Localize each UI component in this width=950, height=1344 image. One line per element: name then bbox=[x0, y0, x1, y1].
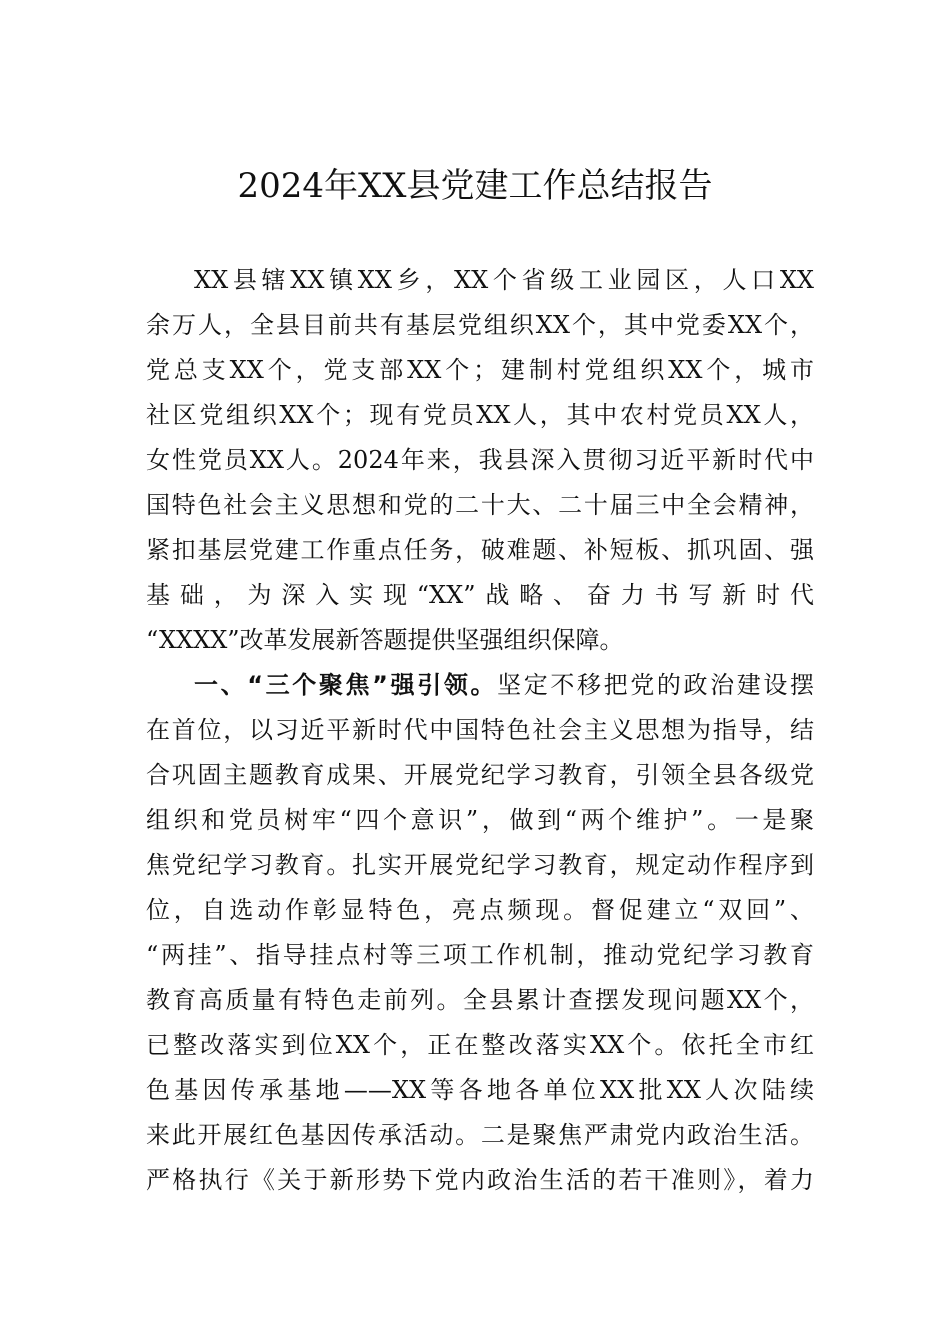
paragraph-line: “XXXX”改革发展新答题提供坚强组织保障。 bbox=[146, 626, 624, 654]
paragraph-line: 合巩固主题教育成果、开展党纪学习教育，引领全县各级党 bbox=[146, 761, 814, 789]
paragraph-line: 来此开展红色基因传承活动。二是聚焦严肃党内政治生活。 bbox=[146, 1121, 814, 1149]
paragraph-line: 组织和党员树牢“四个意识”，做到“两个维护”。一是聚 bbox=[146, 806, 814, 834]
section-heading-rest: 坚定不移把党的政治建设摆 bbox=[497, 671, 815, 699]
paragraph-line: 党总支XX个，党支部XX个；建制村党组织XX个，城市 bbox=[146, 356, 814, 384]
paragraph-line: 已整改落实到位XX个，正在整改落实XX个。依托全市红 bbox=[146, 1031, 814, 1059]
section-heading-line bbox=[146, 663, 814, 708]
paragraph-line: 色基因传承基地——XX等各地各单位XX批XX人次陆续 bbox=[146, 1076, 814, 1104]
paragraph-line: 严格执行《关于新形势下党内政治生活的若干准则》，着力 bbox=[146, 1166, 814, 1194]
section-heading: 一、“三个聚焦”强引领。 bbox=[194, 671, 498, 699]
document-title: 2024年XX县党建工作总结报告 bbox=[237, 166, 713, 206]
document-body bbox=[146, 258, 814, 1203]
paragraph-line: 紧扣基层党建工作重点任务，破难题、补短板、抓巩固、强 bbox=[146, 536, 814, 564]
paragraph-line: 基础，为深入实现“XX”战略、奋力书写新时代 bbox=[146, 581, 814, 609]
paragraph-line: 女性党员XX人。2024年来，我县深入贯彻习近平新时代中 bbox=[146, 446, 814, 474]
paragraph-line: 位，自选动作彰显特色，亮点频现。督促建立“双回”、 bbox=[146, 896, 814, 924]
paragraph-line: “两挂”、指导挂点村等三项工作机制，推动党纪学习教育 bbox=[146, 941, 814, 969]
paragraph-line: 社区党组织XX个；现有党员XX人，其中农村党员XX人， bbox=[146, 401, 814, 429]
paragraph-line: XX县辖XX镇XX乡，XX个省级工业园区，人口XX bbox=[194, 266, 814, 294]
paragraph-line: 在首位，以习近平新时代中国特色社会主义思想为指导，结 bbox=[146, 716, 814, 744]
paragraph-line: 教育高质量有特色走前列。全县累计查摆发现问题XX个， bbox=[146, 986, 814, 1014]
paragraph-line: 国特色社会主义思想和党的二十大、二十届三中全会精神， bbox=[146, 491, 814, 519]
paragraph-line: 余万人，全县目前共有基层党组织XX个，其中党委XX个， bbox=[146, 311, 814, 339]
paragraph-line: 焦党纪学习教育。扎实开展党纪学习教育，规定动作程序到 bbox=[146, 851, 814, 879]
